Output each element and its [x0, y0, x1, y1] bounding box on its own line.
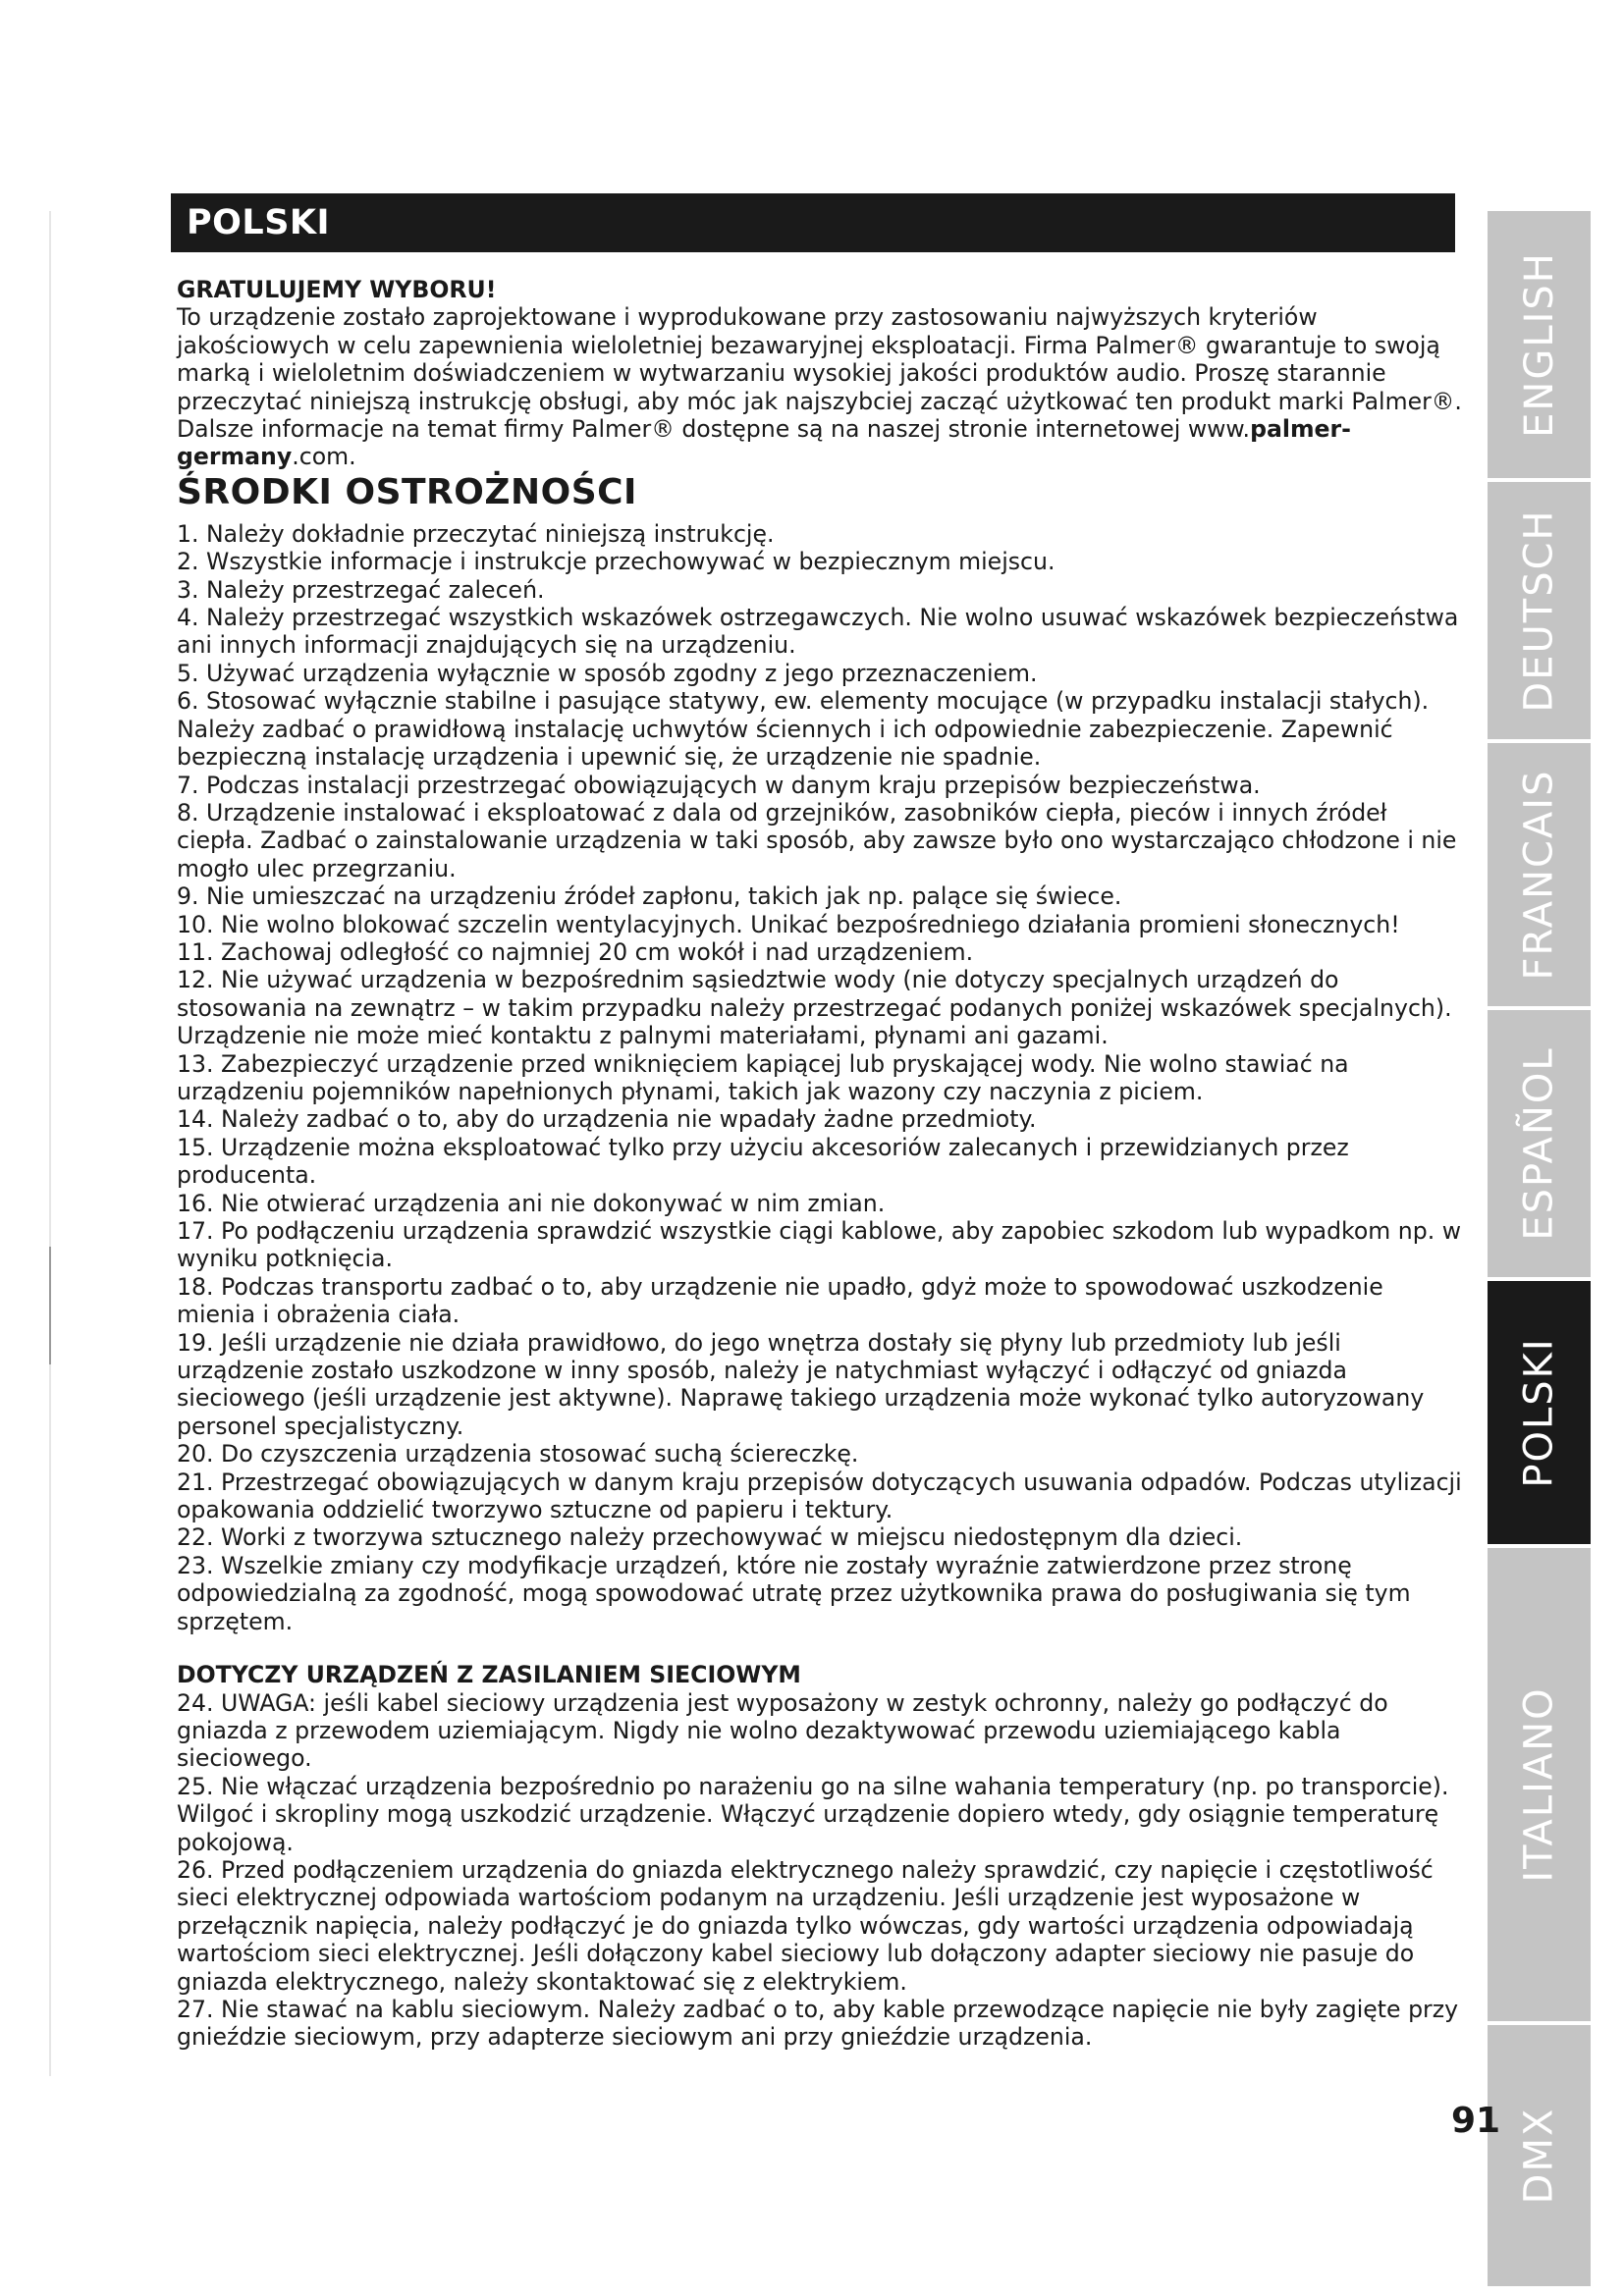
list-item: 20. Do czyszczenia urządzenia stosować suchą ściereczkę.	[177, 1440, 859, 1468]
section-title-bar: POLSKI	[171, 193, 1455, 252]
tab-italiano[interactable]	[1488, 1548, 1591, 2021]
list-item: 17. Po podłączeniu urządzenia sprawdzić wszystkie ciągi kablowe, aby zapobiec szkodom lub wypadkom np. w wyniku potknięcia.	[177, 1217, 1462, 1273]
tab-francais[interactable]	[1488, 743, 1591, 1006]
tab-dmx[interactable]	[1488, 2025, 1591, 2286]
mains-heading: DOTYCZY URZĄDZEŃ Z ZASILANIEM SIECIOWYM	[177, 1661, 801, 1689]
safety-list	[177, 520, 1463, 1635]
list-item: 10. Nie wolno blokować szczelin wentylacyjnych. Unikać bezpośredniego działania promieni słonecznych!	[177, 910, 1400, 938]
list-item: 21. Przestrzegać obowiązujących w danym kraju przepisów dotyczących usuwania odpadów. Podczas utylizacji opakowania oddzielić tworzywo sztuczne od papieru i tektury.	[177, 1468, 1462, 1524]
intro-text	[177, 303, 1463, 470]
intro-text-pre: To urządzenie zostało zaprojektowane i wyprodukowane przy zastosowaniu najwyższych kryteriów jakościowych w celu zapewnienia wieloletniej bezawaryjnej eksploatacji. Firma Palmer® gwarantuje to swoją marką i wieloletnim doświadczeniem w wytwarzaniu wysokiej jakości produktów audio. Proszę starannie przeczytać niniejszą instrukcję obsługi, aby móc jak najszybciej zacząć użytkować ten produkt marki Palmer®. Dalsze informacje na temat firmy Palmer® dostępne są na naszej stronie internetowej www.	[177, 303, 1462, 444]
tab-deutsch[interactable]	[1488, 482, 1591, 739]
list-item: 12. Nie używać urządzenia w bezpośrednim sąsiedztwie wody (nie dotyczy specjalnych urządzeń do stosowania na zewnątrz – w takim przypadku należy przestrzegać podanych poniżej wskazówek specjalnych). Urządzenie nie może mieć kontaktu z palnymi materiałami, płynami ani gazami.	[177, 966, 1452, 1050]
intro-heading: GRATULUJEMY WYBORU!	[177, 276, 497, 303]
list-item: 9. Nie umieszczać na urządzeniu źródeł zapłonu, takich jak np. palące się świece.	[177, 882, 1122, 911]
list-item: 14. Należy zadbać o to, aby do urządzenia nie wpadały żadne przedmioty.	[177, 1105, 1037, 1134]
tab-label: ESPAÑOL	[1516, 1046, 1562, 1241]
list-item: 22. Worki z tworzywa sztucznego należy przechowywać w miejscu niedostępnym dla dzieci.	[177, 1523, 1243, 1552]
tab-english[interactable]	[1488, 211, 1591, 478]
list-item: 5. Używać urządzenia wyłącznie w sposób zgodny z jego przeznaczeniem.	[177, 659, 1038, 687]
tab-label: DEUTSCH	[1516, 508, 1562, 713]
list-item: 3. Należy przestrzegać zaleceń.	[177, 575, 545, 604]
list-item: 6. Stosować wyłącznie stabilne i pasujące statywy, ew. elementy mocujące (w przypadku instalacji stałych). Należy zadbać o prawidłową instalację uchwytów ściennych i ich odpowiednie zabezpieczenie. Zapewnić bezpieczną instalację urządzenia i upewnić się, że urządzenie nie spadnie.	[177, 687, 1430, 772]
website-link[interactable]: palmer-germany	[177, 415, 1351, 471]
tab-label: DMX	[1516, 2107, 1562, 2205]
list-item: 23. Wszelkie zmiany czy modyfikacje urządzeń, które nie zostały wyraźnie zatwierdzone przez stronę odpowiedzialną za zgodność, mogą spowodować utratę przez użytkownika prawa do posługiwania się tym sprzętem.	[177, 1551, 1411, 1635]
tab-label: ITALIANO	[1516, 1686, 1562, 1883]
section-gap	[177, 1635, 1463, 1661]
list-item: 19. Jeśli urządzenie nie działa prawidłowo, do jego wnętrza dostały się płyny lub przedmioty lub jeśli urządzenie zostało uszkodzone w inny sposób, należy je natychmiast wyłączyć i odłączyć od gniazda sieciowego (jeśli urządzenie jest aktywne). Naprawę takiego urządzenia może wykonać tylko autoryzowany personel specjalistyczny.	[177, 1328, 1425, 1440]
list-item: 11. Zachowaj odległość co najmniej 20 cm wokół i nad urządzeniem.	[177, 937, 974, 966]
list-item: 27. Nie stawać na kablu sieciowym. Należy zadbać o to, aby kable przewodzące napięcie nie były zagięte przy gnieździe sieciowym, przy adapterze sieciowym ani przy gnieździe urządzenia.	[177, 1995, 1459, 2052]
list-item: 4. Należy przestrzegać wszystkich wskazówek ostrzegawczych. Nie wolno usuwać wskazówek bezpieczeństwa ani innych informacji znajdujących się na urządzeniu.	[177, 604, 1459, 660]
safety-heading: ŚRODKI OSTROŻNOŚCI	[177, 471, 637, 512]
list-item: 26. Przed podłączeniem urządzenia do gniazda elektrycznego należy sprawdzić, czy napięcie i częstotliwość sieci elektrycznej odpowiada wartościom podanym na urządzeniu. Jeśli urządzenie jest wyposażone w przełącznik napięcia, należy podłączyć je do gniazda tylko wówczas, gdy wartości urządzenia odpowiadają wartościom sieci elektrycznej. Jeśli dołączony kabel sieciowy lub dołączony adapter sieciowy nie pasuje do gniazda elektrycznego, należy skontaktować się z elektrykiem.	[177, 1855, 1434, 1996]
list-item: 25. Nie włączać urządzenia bezpośrednio po narażeniu go na silne wahania temperatury (np. po transporcie). Wilgoć i skropliny mogą uszkodzić urządzenie. Włączyć urządzenie dopiero wtedy, gdy osiągnie temperaturę pokojową.	[177, 1772, 1449, 1856]
list-item: 15. Urządzenie można eksploatować tylko przy użyciu akcesoriów zalecanych i przewidzianych przez producenta.	[177, 1133, 1349, 1190]
intro-text-post: .com.	[292, 443, 356, 471]
list-item: 24. UWAGA: jeśli kabel sieciowy urządzenia jest wyposażony w zestyk ochronny, należy go podłączyć do gniazda z przewodem uziemiającym. Nigdy nie wolno dezaktywować przewodu uziemiającego kabla sieciowego.	[177, 1688, 1388, 1773]
tab-label: FRANCAIS	[1516, 769, 1562, 981]
list-item: 16. Nie otwierać urządzenia ani nie dokonywać w nim zmian.	[177, 1189, 886, 1217]
list-item: 13. Zabezpieczyć urządzenie przed wniknięciem kapiącej lub pryskającej wody. Nie wolno stawiać na urządzeniu pojemników napełnionych płynami, takich jak wazony czy naczynia z piciem.	[177, 1049, 1349, 1105]
list-item: 7. Podczas instalacji przestrzegać obowiązujących w danym kraju przepisów bezpieczeństwa.	[177, 771, 1261, 799]
margin-line-dark	[49, 1247, 51, 1364]
tab-label: ENGLISH	[1516, 251, 1562, 438]
page-number: 91	[1451, 2101, 1501, 2141]
margin-line	[49, 211, 51, 2076]
tab-polski[interactable]	[1488, 1281, 1591, 1544]
tab-espanol[interactable]	[1488, 1010, 1591, 1277]
mains-list	[177, 1689, 1463, 2052]
list-item: 1. Należy dokładnie przeczytać niniejszą instrukcję.	[177, 519, 775, 548]
list-item: 2. Wszystkie informacje i instrukcje przechowywać w bezpiecznym miejscu.	[177, 548, 1056, 576]
list-item: 18. Podczas transportu zadbać o to, aby urządzenie nie upadło, gdyż może to spowodować uszkodzenie mienia i obrażenia ciała.	[177, 1272, 1383, 1329]
main-content	[177, 276, 1463, 2052]
list-item: 8. Urządzenie instalować i eksploatować z dala od grzejników, zasobników ciepła, pieców i innych źródeł ciepła. Zadbać o zainstalowanie urządzenia w taki sposób, aby zawsze było ono wystarczająco chłodzone i nie mogło ulec przegrzaniu.	[177, 798, 1457, 882]
tab-label: POLSKI	[1516, 1337, 1562, 1488]
